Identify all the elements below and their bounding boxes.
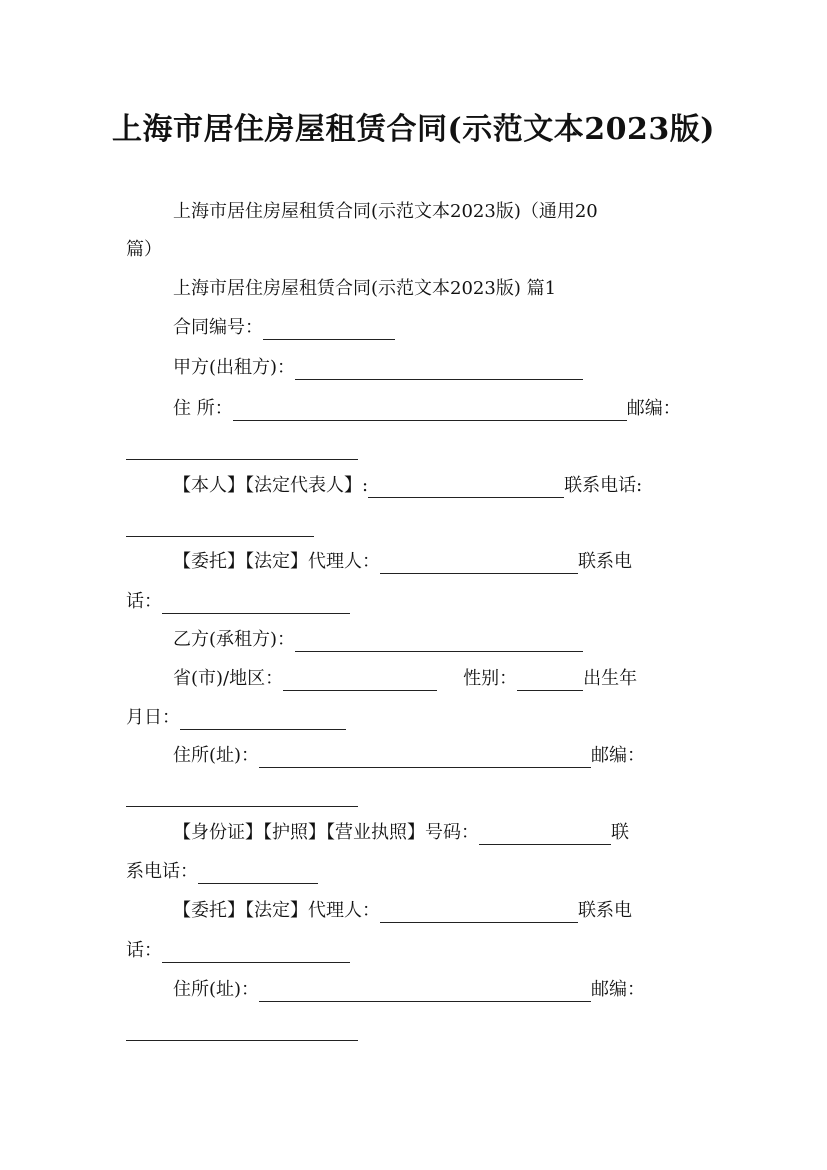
id-phone-label-2: 系电话： — [126, 861, 198, 882]
agent-postcode-label: 邮编： — [591, 979, 646, 1000]
party-b-blank[interactable] — [295, 633, 583, 652]
party-b-agent-blank[interactable] — [380, 904, 578, 923]
party-b-agent-phone-blank[interactable] — [162, 944, 350, 963]
contract-number-blank[interactable] — [263, 321, 395, 340]
legal-rep-blank[interactable] — [368, 479, 564, 498]
legal-rep-phone-label: 联系电话: — [564, 475, 643, 496]
party-a-postcode-blank[interactable] — [126, 441, 358, 460]
birth-date-row — [126, 706, 711, 730]
party-b-postcode-row — [126, 783, 711, 807]
party-a-postcode-label: 邮编： — [626, 398, 681, 419]
agent-postcode-blank[interactable] — [126, 1022, 358, 1041]
party-b-agent-phone-label-1: 联系电 — [578, 900, 632, 921]
id-number-blank[interactable] — [479, 826, 611, 845]
contract-number-label: 合同编号： — [173, 317, 263, 338]
party-b-postcode-label: 邮编： — [591, 745, 646, 766]
party-b-address-blank[interactable] — [259, 749, 591, 768]
party-b-label: 乙方(承租方)： — [173, 629, 296, 650]
party-a-address-row — [173, 397, 713, 421]
party-b-address-label: 住所(址)： — [173, 745, 260, 766]
party-a-postcode-row — [126, 436, 711, 460]
intro-line-2: 篇） — [126, 239, 162, 260]
contract-number-row — [173, 316, 713, 340]
party-b-row — [173, 628, 713, 652]
agent-address-label: 住所(址)： — [173, 979, 260, 1000]
party-a-address-label: 住 所： — [173, 398, 233, 419]
part-heading: 上海市居住房屋租赁合同(示范文本2023版) 篇1 — [173, 278, 557, 299]
agent-address-blank[interactable] — [259, 983, 591, 1002]
province-gender-row — [173, 667, 713, 691]
page-title: 上海市居住房屋租赁合同(示范文本2023版) — [112, 112, 715, 147]
party-a-agent-label: 【委托】【法定】代理人： — [173, 551, 380, 572]
birth-date-label-1: 出生年 — [583, 668, 638, 689]
intro-line-1: 上海市居住房屋租赁合同(示范文本2023版)（通用20 — [173, 201, 598, 222]
province-blank[interactable] — [283, 672, 437, 691]
party-a-blank[interactable] — [295, 361, 583, 380]
party-a-agent-phone-label-2: 话： — [126, 591, 162, 612]
legal-rep-label: 【本人】【法定代表人】: — [173, 475, 369, 496]
agent-postcode-row — [126, 1017, 711, 1041]
party-a-label: 甲方(出租方)： — [173, 357, 296, 378]
birth-date-label-2: 月日： — [126, 707, 180, 728]
party-a-address-blank[interactable] — [233, 402, 627, 421]
id-number-label: 【身份证】【护照】【营业执照】号码： — [173, 822, 479, 843]
party-a-agent-blank[interactable] — [380, 555, 578, 574]
legal-rep-phone-blank[interactable] — [126, 518, 314, 537]
party-a-agent-row — [173, 550, 713, 574]
province-label: 省(市)/地区： — [173, 668, 284, 689]
party-a-row — [173, 356, 713, 380]
gender-label: 性别： — [463, 668, 518, 689]
legal-rep-row — [173, 474, 713, 498]
party-a-agent-phone-label-1: 联系电 — [578, 551, 632, 572]
party-b-agent-label: 【委托】【法定】代理人： — [173, 900, 380, 921]
id-phone-label-1: 联 — [611, 822, 629, 843]
legal-rep-phone-row — [126, 513, 711, 537]
party-b-address-row — [173, 744, 713, 768]
id-phone-row — [126, 860, 711, 884]
party-b-postcode-blank[interactable] — [126, 788, 358, 807]
gender-blank[interactable] — [517, 672, 583, 691]
id-number-row — [173, 821, 713, 845]
party-a-agent-phone-row — [126, 590, 711, 614]
party-b-agent-phone-label-2: 话： — [126, 940, 162, 961]
agent-address-row — [173, 978, 713, 1002]
birth-date-blank[interactable] — [180, 711, 346, 730]
id-phone-blank[interactable] — [198, 865, 318, 884]
party-a-agent-phone-blank[interactable] — [162, 595, 350, 614]
party-b-agent-phone-row — [126, 939, 711, 963]
party-b-agent-row — [173, 899, 713, 923]
